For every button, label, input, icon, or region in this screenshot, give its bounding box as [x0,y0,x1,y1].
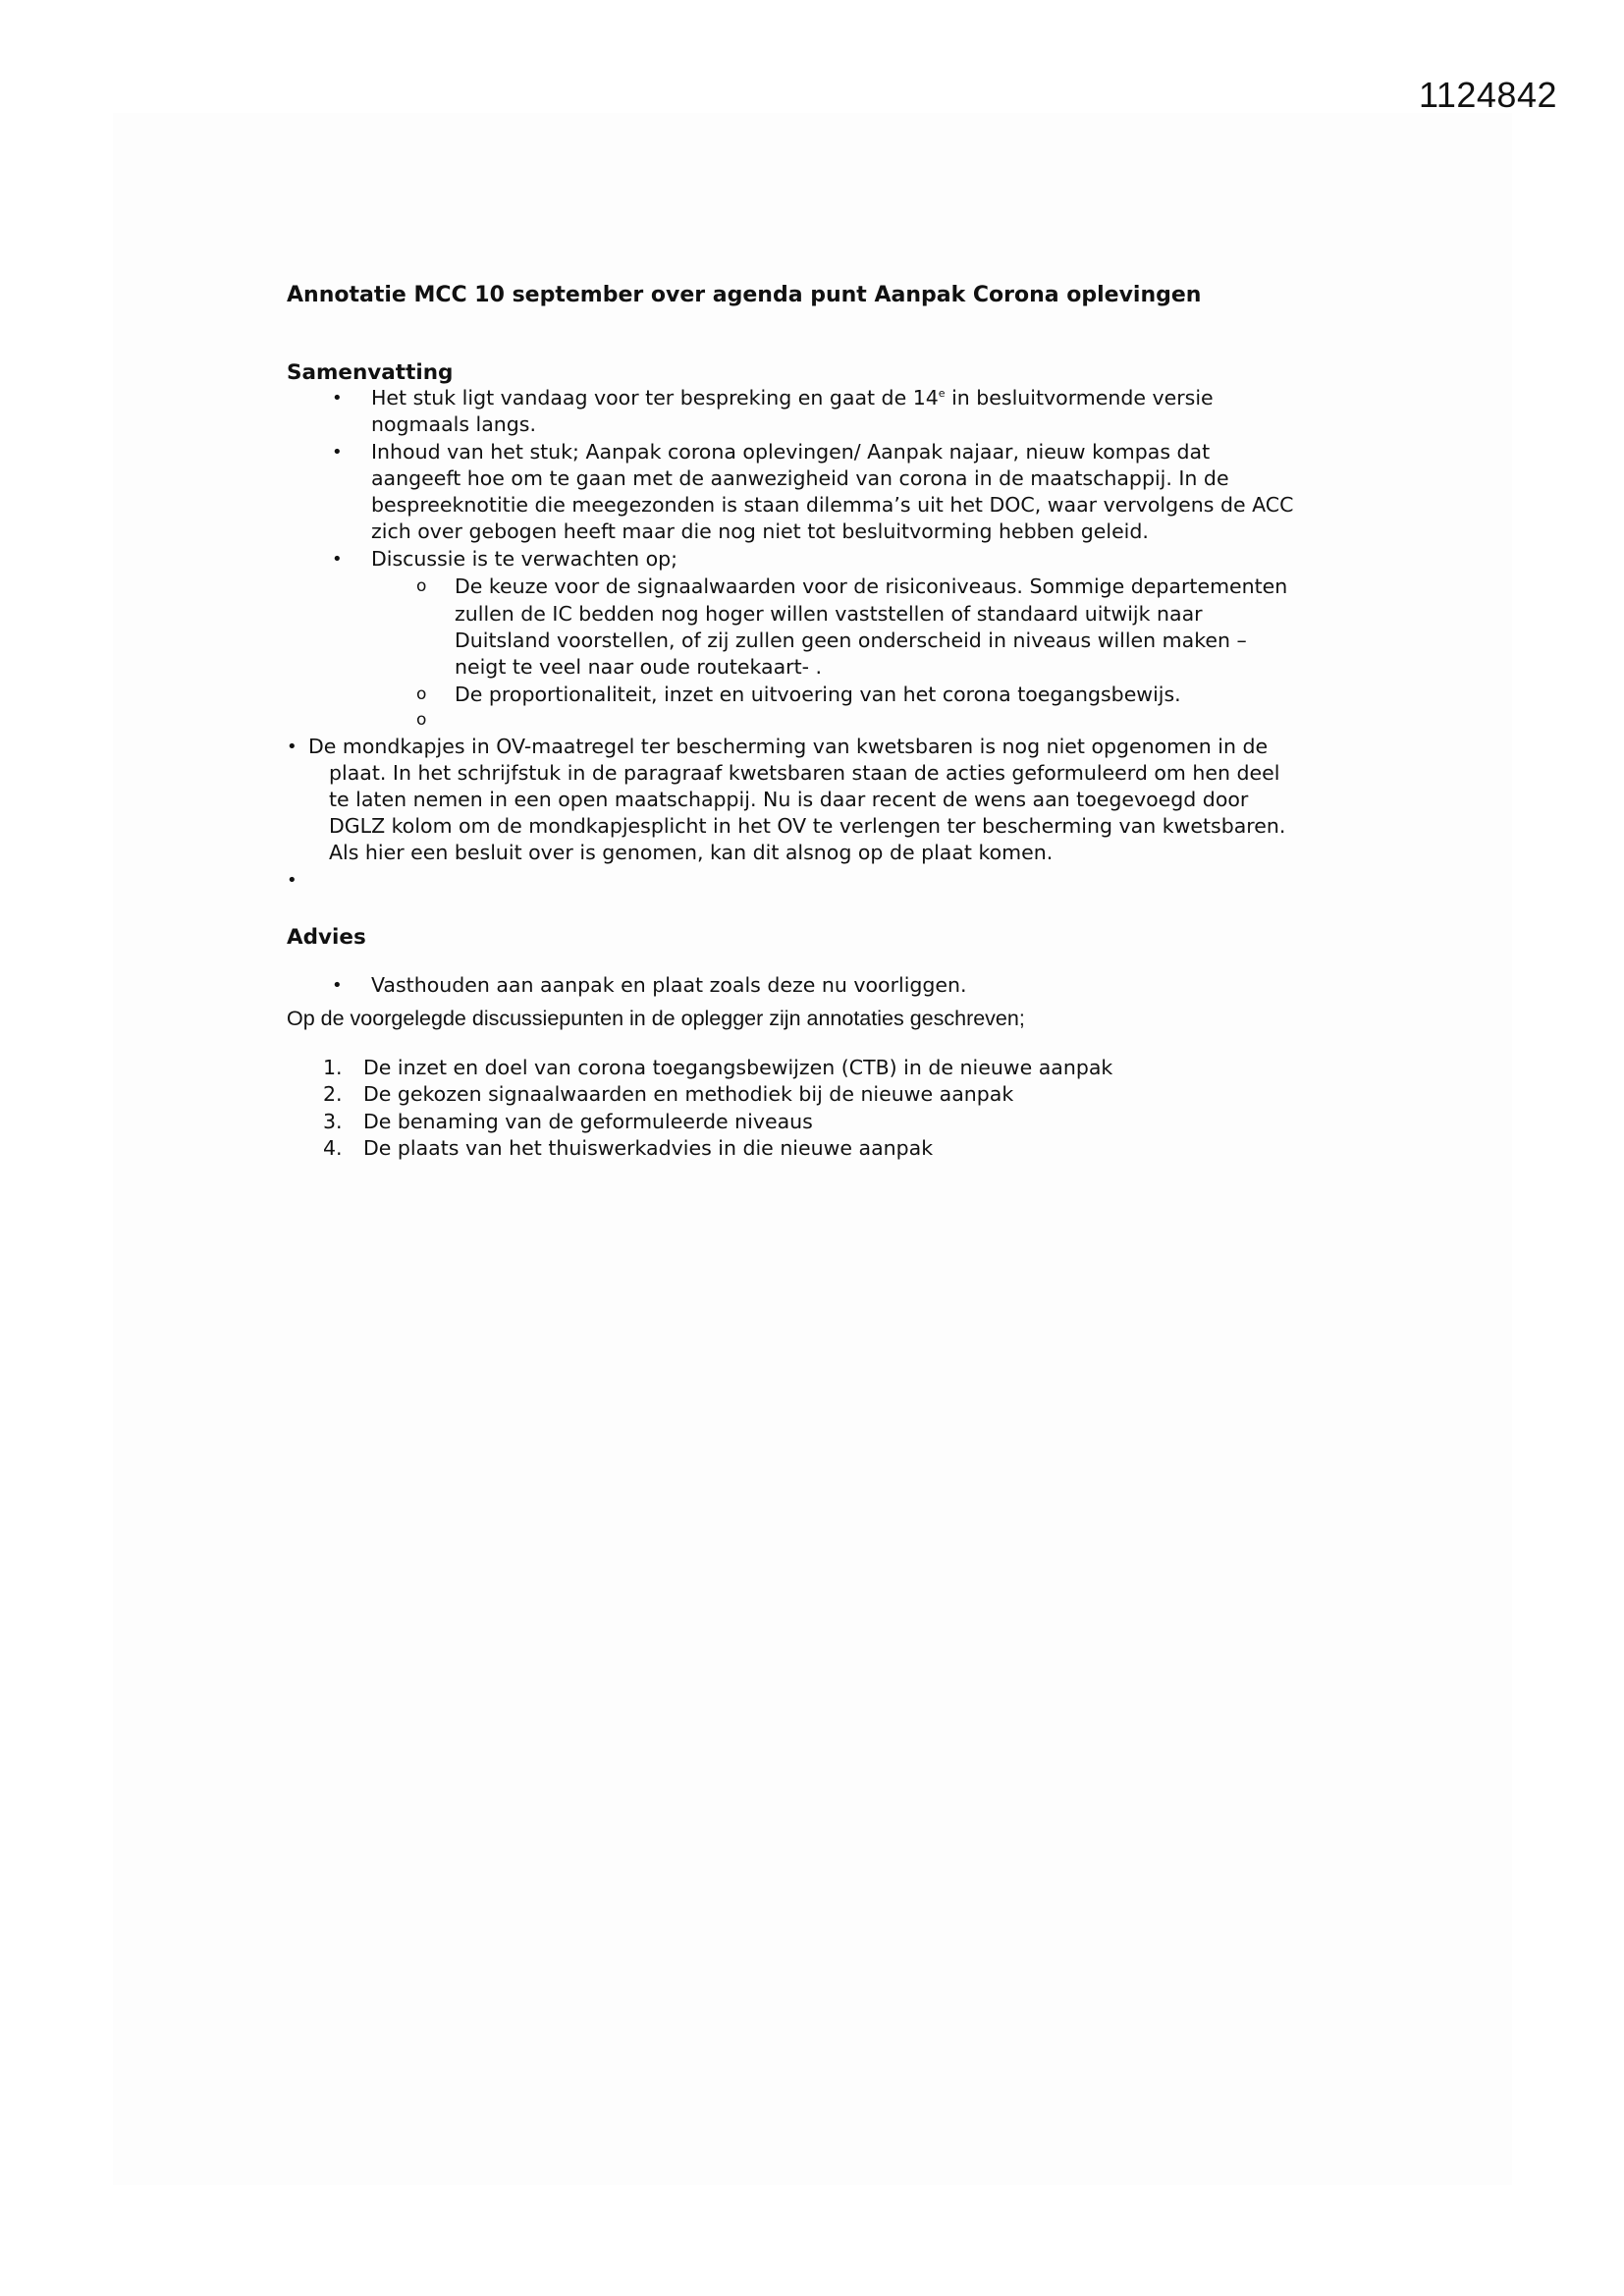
sub-bullet-line: neigt te veel naar oude routekaart- . [455,655,823,679]
bullet-line: nogmaals langs. [371,412,536,436]
bullet-line: bespreeknotitie die meegezonden is staan dilemma’s uit het DOC, waar vervolgens de ACC [371,493,1294,517]
document-number: 1124842 [1419,75,1557,115]
bullet-line: aangeeft hoe om te gaan met de aanwezigheid van corona in de maatschappij. In de [371,466,1229,490]
sub-bullet-icon: o [416,576,427,596]
bullet-icon: • [332,388,343,409]
advice-bullet-text: Vasthouden aan aanpak en plaat zoals deze nu voorliggen. [371,973,967,997]
sub-bullet-line: zullen de IC bedden nog hoger willen vaststellen of standaard uitwijk naar [455,602,1203,626]
bullet-line: DGLZ kolom om de mondkapjesplicht in het OV te verlengen ter bescherming van kwetsbaren. [329,814,1286,838]
item-number: 1. [323,1056,343,1079]
advice-heading: Advies [287,925,366,950]
item-number: 2. [323,1082,343,1106]
bullet-icon: • [332,442,343,463]
item-text: De plaats van het thuiswerkadvies in die nieuwe aanpak [363,1136,934,1160]
item-text: De benaming van de geformuleerde niveaus [363,1110,813,1133]
bullet-line: Als hier een besluit over is genomen, kan dit alsnog op de plaat komen. [329,841,1054,864]
bullet-icon: • [287,870,298,891]
item-text: De gekozen signaalwaarden en methodiek bij de nieuwe aanpak [363,1082,1014,1106]
sub-bullet-icon: o [416,684,427,704]
bullet-line: plaat. In het schrijfstuk in de paragraaf kwetsbaren staan de acties geformuleerd om hen deel [329,761,1280,785]
item-number: 4. [323,1136,343,1160]
summary-heading: Samenvatting [287,360,454,385]
bullet-icon: • [332,549,343,570]
item-number: 3. [323,1110,343,1133]
bullet-line: De mondkapjes in OV-maatregel ter bescherming van kwetsbaren is nog niet opgenomen in de [308,735,1269,758]
sub-bullet-line: De proportionaliteit, inzet en uitvoering van het corona toegangsbewijs. [455,683,1181,706]
advice-intro: Op de voorgelegde discussiepunten in de oplegger zijn annotaties geschreven; [287,1007,1025,1030]
bullet-icon: • [287,737,298,757]
sub-bullet-line: Duitsland voorstellen, of zij zullen geen onderscheid in niveaus willen maken – [455,629,1247,652]
bullet-line: te laten nemen in een open maatschappij. Nu is daar recent de wens aan toegevoegd door [329,788,1249,811]
bullet-line: Inhoud van het stuk; Aanpak corona oplevingen/ Aanpak najaar, nieuw kompas dat [371,440,1211,464]
item-text: De inzet en doel van corona toegangsbewijzen (CTB) in de nieuwe aanpak [363,1056,1113,1079]
bullet-line: Het stuk ligt vandaag voor ter bespreking en gaat de 14e in besluitvormende versie [371,386,1214,410]
document-title: Annotatie MCC 10 september over agenda punt Aanpak Corona oplevingen [287,283,1202,307]
bullet-icon: • [332,975,343,996]
sub-bullet-line: De keuze voor de signaalwaarden voor de risiconiveaus. Sommige departementen [455,574,1288,598]
sub-bullet-icon: o [416,710,427,730]
bullet-line: Discussie is te verwachten op; [371,547,678,571]
bullet-line: zich over gebogen heeft maar die nog niet tot besluitvorming hebben geleid. [371,519,1149,543]
